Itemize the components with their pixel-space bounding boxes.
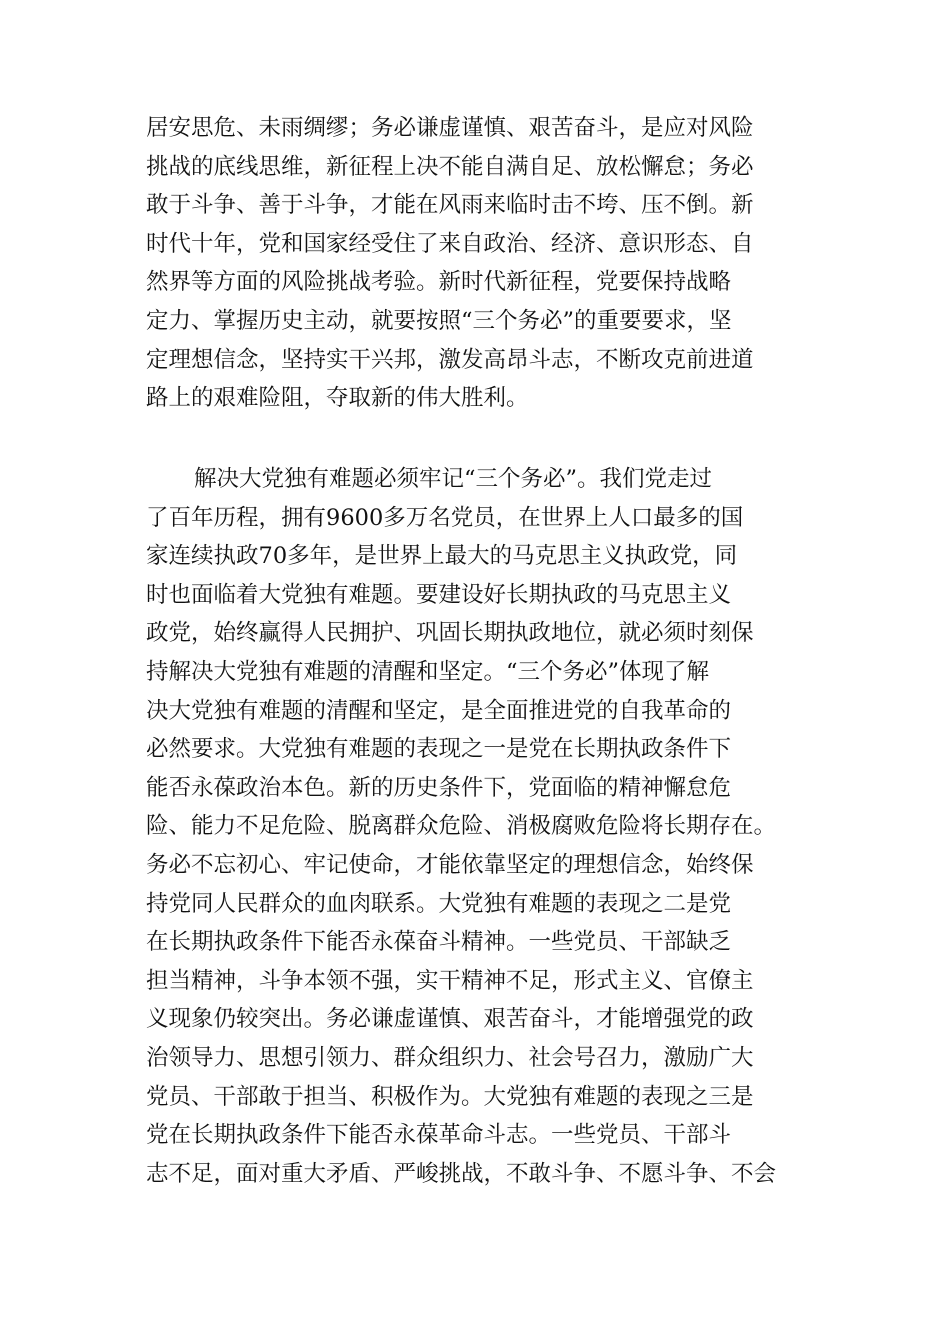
paragraph-line: 了百年历程，拥有9600多万名党员，在世界上人口最多的国 [146, 504, 744, 531]
paragraph-line: 志不足，面对重大矛盾、严峻挑战，不敢斗争、不愿斗争、不会 [146, 1160, 777, 1187]
paragraph-line: 解决大党独有难题必须牢记“三个务必”。我们党走过 [194, 466, 713, 492]
paragraph-line: 家连续执政70多年，是世界上最大的马克思主义执政党，同 [146, 543, 738, 570]
paragraph-line: 必然要求。大党独有难题的表现之一是党在长期执政条件下 [146, 736, 732, 763]
paragraph-line: 险、能力不足危险、脱离群众危险、消极腐败危险将长期存在。 [146, 813, 777, 840]
paragraph-line: 路上的艰难险阻，夺取新的伟大胜利。 [146, 385, 529, 412]
paragraph-line: 然界等方面的风险挑战考验。新时代新征程，党要保持战略 [146, 269, 732, 296]
paragraph-line: 政党，始终赢得人民拥护、巩固长期执政地位，就必须时刻保 [146, 620, 754, 647]
paragraph-line: 在长期执政条件下能否永葆奋斗精神。一些党员、干部缺乏 [146, 929, 732, 956]
paragraph-line: 担当精神，斗争本领不强，实干精神不足，形式主义、官僚主 [146, 967, 754, 994]
paragraph-line: 时代十年，党和国家经受住了来自政治、经济、意识形态、自 [146, 230, 754, 257]
paragraph-line: 义现象仍较突出。务必谦虚谨慎、艰苦奋斗，才能增强党的政 [146, 1006, 754, 1033]
paragraph-line: 治领导力、思想引领力、群众组织力、社会号召力，激励广大 [146, 1044, 754, 1071]
paragraph-line: 定力、掌握历史主动，就要按照“三个务必”的重要要求，坚 [146, 307, 732, 334]
paragraph-line: 务必不忘初心、牢记使命，才能依靠坚定的理想信念，始终保 [146, 851, 754, 878]
paragraph-line: 持解决大党独有难题的清醒和坚定。“三个务必”体现了解 [146, 658, 710, 685]
paragraph-line: 时也面临着大党独有难题。要建设好长期执政的马克思主义 [146, 581, 732, 608]
paragraph-2 [146, 460, 806, 1193]
paragraph-line: 定理想信念，坚持实干兴邦，激发高昂斗志，不断攻克前进道 [146, 346, 754, 373]
paragraph-line: 敢于斗争、善于斗争，才能在风雨来临时击不垮、压不倒。新 [146, 192, 754, 219]
paragraph-line: 持党同人民群众的血肉联系。大党独有难题的表现之二是党 [146, 890, 732, 917]
paragraph-line: 决大党独有难题的清醒和坚定，是全面推进党的自我革命的 [146, 697, 732, 724]
paragraph-line: 党在长期执政条件下能否永葆革命斗志。一些党员、干部斗 [146, 1122, 732, 1149]
paragraph-1 [146, 109, 806, 418]
paragraph-line: 党员、干部敢于担当、积极作为。大党独有难题的表现之三是 [146, 1083, 754, 1110]
paragraph-line: 能否永葆政治本色。新的历史条件下，党面临的精神懈怠危 [146, 774, 732, 801]
paragraph-line: 挑战的底线思维，新征程上决不能自满自足、放松懈怠；务必 [146, 153, 754, 180]
paragraph-line: 居安思危、未雨绸缪；务必谦虚谨慎、艰苦奋斗，是应对风险 [146, 115, 754, 141]
